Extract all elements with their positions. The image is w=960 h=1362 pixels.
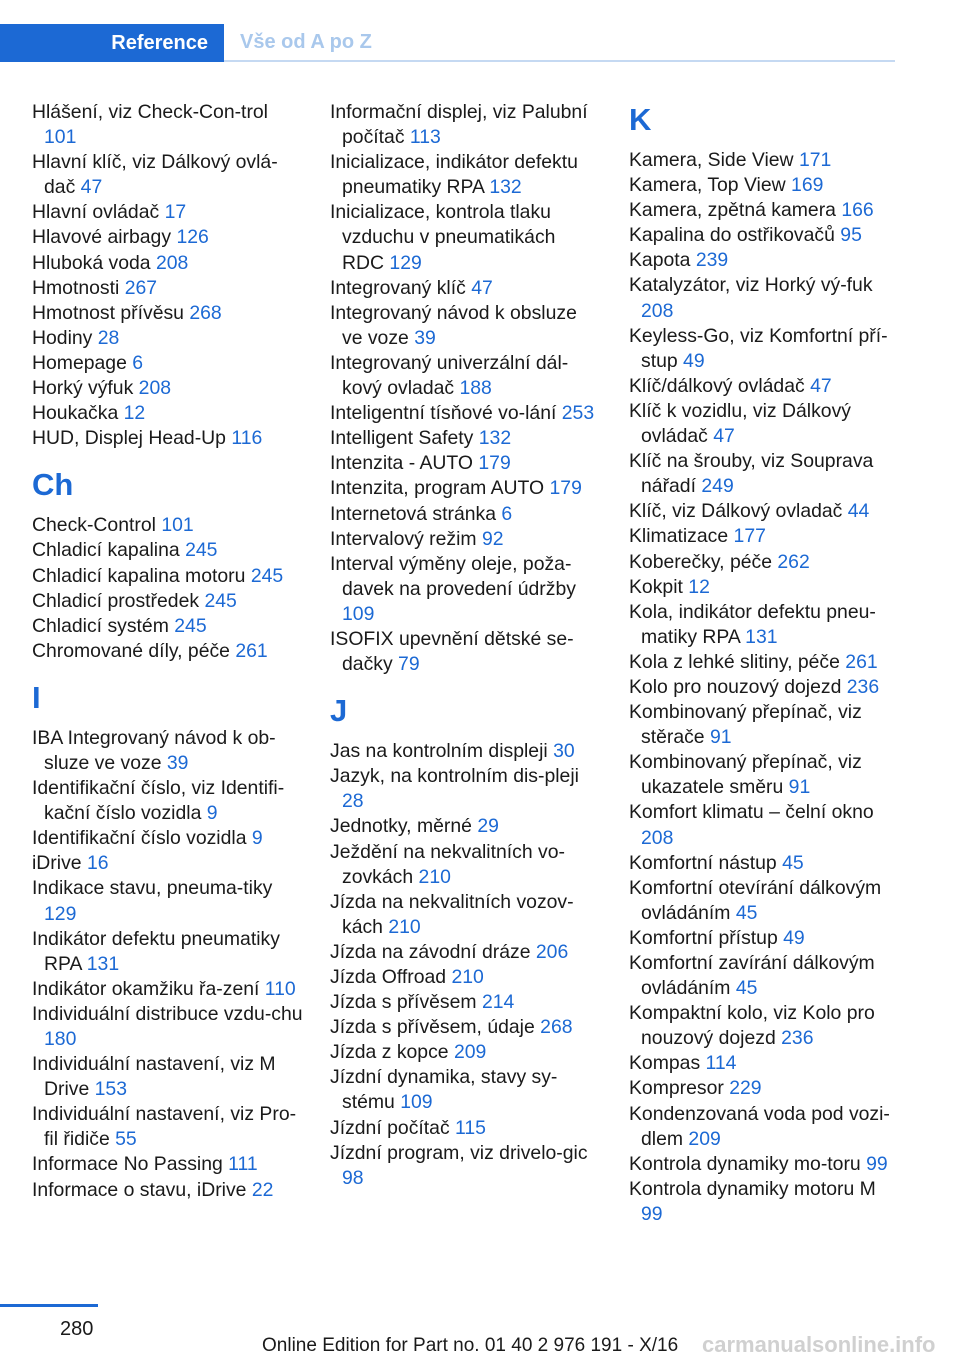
index-entry-term: Intenzita, program AUTO <box>330 477 545 500</box>
index-entry <box>629 499 897 524</box>
page-reference-link[interactable]: 113 <box>409 126 441 149</box>
footer-accent-bar <box>0 1304 98 1307</box>
index-entry <box>32 100 304 150</box>
page-reference-link[interactable]: 208 <box>155 251 189 274</box>
index-entry <box>330 1065 602 1115</box>
index-entry-term: ISOFIX upevnění dětské se-dačky <box>330 627 574 676</box>
index-entry-term: Homepage <box>32 351 127 374</box>
index-entry <box>629 148 897 173</box>
index-entry <box>629 1001 897 1051</box>
index-entry-term: Kokpit <box>629 575 683 598</box>
page-reference-link[interactable]: 45 <box>735 977 758 1000</box>
page-reference-link[interactable]: 262 <box>777 550 810 573</box>
page-reference-link[interactable]: 116 <box>231 427 263 450</box>
page-reference-link[interactable]: 49 <box>683 349 705 372</box>
index-entry <box>32 351 304 376</box>
page-reference-link[interactable]: 114 <box>705 1052 737 1075</box>
page-reference-link[interactable]: 95 <box>840 224 862 247</box>
index-entry-term: Chladicí prostředek <box>32 589 200 612</box>
index-entry-term: Kontrola dynamiky motoru M <box>629 1177 876 1200</box>
index-entry <box>330 890 602 940</box>
index-entry <box>330 739 602 764</box>
index-entry <box>330 476 602 501</box>
index-entry-term: Hmotnost přívěsu <box>32 301 184 324</box>
index-entry-term: HUD, Displej Head-Up <box>32 427 226 450</box>
index-entry-term: Inicializace, kontrola tlaku vzduchu v pneumatikách RDC <box>330 201 556 274</box>
index-entry <box>330 527 602 552</box>
index-entry <box>629 273 897 323</box>
index-entry-term: Jízdní program, viz drivelo-gic <box>330 1141 588 1164</box>
page-reference-link[interactable]: 101 <box>44 126 77 149</box>
page-reference-link[interactable]: 12 <box>688 575 710 598</box>
index-entry-term: Jízda na závodní dráze <box>330 940 531 963</box>
page-reference-link[interactable]: 79 <box>398 653 420 676</box>
index-entry <box>629 198 897 223</box>
index-entry-term: Kompresor <box>629 1077 724 1100</box>
index-entry-term: Ježdění na nekvalitních vo-zovkách <box>330 840 565 888</box>
index-entry-term: Indikace stavu, pneuma-tiky <box>32 877 273 900</box>
index-entry <box>330 451 602 476</box>
index-entry <box>32 276 304 301</box>
index-entry <box>629 1152 897 1177</box>
index-entry <box>330 1116 602 1141</box>
index-entry-term: iDrive <box>32 852 82 875</box>
index-entry <box>330 502 602 527</box>
index-entry-term: Jízda s přívěsem, údaje <box>330 1016 535 1039</box>
index-entry <box>629 374 897 399</box>
index-entry <box>330 764 602 814</box>
page-reference-link[interactable]: 245 <box>204 589 237 612</box>
index-entry-term: Jízda z kopce <box>330 1041 449 1064</box>
page-reference-link[interactable]: 208 <box>641 299 674 322</box>
index-entry-term: Komfortní nástup <box>629 851 777 874</box>
page-reference-link[interactable]: 132 <box>489 176 522 199</box>
index-letter-heading: J <box>330 693 348 729</box>
index-entry-term: Intervalový režim <box>330 527 477 550</box>
index-entry <box>629 675 897 700</box>
page-reference-link[interactable]: 239 <box>695 249 729 272</box>
page-reference-link[interactable]: 169 <box>791 174 824 197</box>
index-entry <box>32 639 304 664</box>
index-letter-heading: Ch <box>32 467 74 503</box>
index-entry <box>32 1052 304 1102</box>
index-entry <box>330 1040 602 1065</box>
page-reference-link[interactable]: 6 <box>501 502 513 525</box>
index-entry <box>330 276 602 301</box>
index-entry-term: Individuální nastavení, viz Pro-fil řidiče <box>32 1103 297 1151</box>
index-entry-term: Kamera, Side View <box>629 149 794 171</box>
index-entry-term: Kamera, zpětná kamera <box>629 199 836 222</box>
index-entry-term: Horký výfuk <box>32 377 134 400</box>
index-entry-term: Kola, indikátor defektu pneu-matiky RPA <box>629 600 876 648</box>
page-reference-link[interactable]: 91 <box>788 776 811 799</box>
index-entry <box>330 965 602 990</box>
tab-underline <box>224 60 895 62</box>
index-entry-term: Houkačka <box>32 402 119 425</box>
index-entry <box>32 1178 304 1203</box>
index-entry-term: Intenzita - AUTO <box>330 452 473 475</box>
page-reference-link[interactable]: 47 <box>471 276 493 299</box>
index-entry <box>629 876 897 926</box>
page-reference-link[interactable]: 109 <box>342 602 375 625</box>
page-reference-link[interactable]: 28 <box>97 326 120 349</box>
page-reference-link[interactable]: 39 <box>414 326 436 349</box>
index-entry <box>32 150 304 200</box>
index-entry <box>32 513 304 538</box>
index-entry <box>330 301 602 351</box>
index-entry <box>629 449 897 499</box>
index-entry-term: Klimatizace <box>629 525 729 548</box>
index-entry <box>330 351 602 401</box>
page-reference-link[interactable]: 166 <box>841 199 874 222</box>
index-entry <box>32 538 304 563</box>
index-entry-term: Indikátor okamžiku řa-zení <box>32 977 260 1000</box>
edition-info: Online Edition for Part no. 01 40 2 976 191 - X/16 <box>262 1335 679 1356</box>
index-column-1 <box>32 100 304 1203</box>
index-entry <box>32 251 304 276</box>
index-entry <box>629 650 897 675</box>
index-entry <box>629 700 897 750</box>
watermark: carmanualsonline.info <box>702 1332 936 1357</box>
index-entry <box>629 800 897 850</box>
page-reference-link[interactable]: 47 <box>810 374 832 397</box>
page-reference-link[interactable]: 22 <box>251 1178 274 1201</box>
index-entry <box>32 876 304 926</box>
page-reference-link[interactable]: 245 <box>185 539 218 562</box>
page-reference-link[interactable]: 45 <box>782 851 804 874</box>
page-reference-link[interactable]: 99 <box>641 1202 663 1225</box>
index-entry-term: Kola z lehké slitiny, péče <box>629 650 840 673</box>
index-entry <box>629 223 897 248</box>
index-entry-term: Interval výměny oleje, poža-davek na provedení údržby <box>330 552 576 600</box>
index-letter-heading: I <box>32 679 41 715</box>
page-reference-link[interactable]: 16 <box>86 852 109 875</box>
index-entry <box>32 977 304 1002</box>
index-entry-term: IBA Integrovaný návod k ob-sluze ve voze <box>32 726 276 774</box>
index-entry <box>32 851 304 876</box>
index-entry <box>629 324 897 374</box>
index-entry <box>629 851 897 876</box>
page-reference-link[interactable]: 245 <box>174 614 207 637</box>
page-reference-link[interactable]: 129 <box>44 902 77 925</box>
page-reference-link[interactable]: 245 <box>250 564 284 587</box>
index-entry <box>32 726 304 776</box>
index-entry <box>32 376 304 401</box>
page-reference-link[interactable]: 131 <box>86 952 120 975</box>
page-reference-link[interactable]: 29 <box>477 815 499 838</box>
index-entry-term: Inicializace, indikátor defektu pneumatiky RPA <box>330 151 578 199</box>
index-entry-term: Kombinovaný přepínač, viz ukazatele směru <box>629 751 862 799</box>
index-entry <box>330 1015 602 1040</box>
page-reference-link[interactable]: 55 <box>115 1128 137 1151</box>
tab-a-to-z[interactable]: Vše od A po Z <box>240 30 372 53</box>
page-reference-link[interactable]: 44 <box>847 500 870 523</box>
index-entry-term: Komfortní zavírání dálkovým ovládáním <box>629 952 875 1000</box>
index-entry <box>32 326 304 351</box>
index-entry <box>330 940 602 965</box>
page-reference-link[interactable]: 268 <box>189 301 222 324</box>
page-reference-link[interactable]: 236 <box>781 1027 814 1050</box>
index-entry-term: Klíč na šrouby, viz Souprava nářadí <box>629 450 874 498</box>
index-letter-heading: K <box>629 102 652 137</box>
index-entry-term: Informace o stavu, iDrive <box>32 1178 247 1201</box>
index-entry <box>32 401 304 426</box>
page-reference-link[interactable]: 229 <box>729 1077 762 1100</box>
page-reference-link[interactable]: 208 <box>138 377 172 400</box>
index-entry-term: Hodiny <box>32 326 93 349</box>
index-entry <box>32 1102 304 1152</box>
index-entry <box>32 589 304 614</box>
index-entry-term: Individuální nastavení, viz M Drive <box>32 1053 276 1101</box>
index-entry <box>330 814 602 839</box>
index-entry-term: Informační displej, viz Palubní počítač <box>330 101 588 149</box>
index-entry-term: Individuální distribuce vzdu-chu <box>32 1002 303 1025</box>
page-reference-link[interactable]: 131 <box>745 625 778 648</box>
index-entry-term: Informace No Passing <box>32 1153 223 1176</box>
page-reference-link[interactable]: 132 <box>478 427 512 450</box>
index-entry-term: Kondenzovaná voda pod vozi-dlem <box>629 1102 890 1150</box>
index-entry-term: Chladicí systém <box>32 614 169 637</box>
page-reference-link[interactable]: 110 <box>264 977 296 1000</box>
index-entry-term: Integrovaný návod k obsluze ve voze <box>330 301 577 349</box>
index-entry-term: Jazyk, na kontrolním dis-pleji <box>330 765 579 788</box>
page-reference-link[interactable]: 17 <box>164 201 187 224</box>
index-entry <box>32 301 304 326</box>
index-entry <box>629 1177 897 1227</box>
page-reference-link[interactable]: 171 <box>798 149 832 171</box>
index-entry <box>330 840 602 890</box>
index-column-2 <box>330 100 602 1191</box>
page-reference-link[interactable]: 179 <box>549 477 582 500</box>
index-entry-term: Chromované díly, péče <box>32 639 230 662</box>
index-entry-term: Chladicí kapalina <box>32 539 180 562</box>
index-entry-term: Jízdní počítač <box>330 1116 450 1139</box>
index-entry <box>629 951 897 1001</box>
index-entry <box>629 173 897 198</box>
page-reference-link[interactable]: 28 <box>342 790 364 813</box>
page-reference-link[interactable]: 6 <box>132 351 144 374</box>
index-entry-term: Identifikační číslo, viz Identifi-kační číslo vozidla <box>32 777 285 825</box>
index-entry-term: Hluboká voda <box>32 251 151 274</box>
page-reference-link[interactable]: 267 <box>124 276 158 299</box>
index-entry <box>629 524 897 549</box>
index-entry <box>330 150 602 200</box>
page-reference-link[interactable]: 30 <box>553 740 575 763</box>
index-entry-term: Kamera, Top View <box>629 174 786 197</box>
index-entry <box>629 1076 897 1101</box>
index-entry-term: Jízdní dynamika, stavy sy-stému <box>330 1066 558 1114</box>
index-entry-term: Kolo pro nouzový dojezd <box>629 675 842 698</box>
index-entry-term: Jednotky, měrné <box>330 815 472 838</box>
index-entry-term: Klíč, viz Dálkový ovladač <box>629 500 843 523</box>
index-entry <box>629 1102 897 1152</box>
index-entry-term: Chladicí kapalina motoru <box>32 564 246 587</box>
page-number: 280 <box>60 1318 94 1340</box>
index-entry <box>330 627 602 677</box>
index-column-3 <box>629 100 897 1227</box>
page-reference-link[interactable]: 49 <box>783 926 805 949</box>
index-entry-term: Keyless-Go, viz Komfortní pří-stup <box>629 324 888 372</box>
index-entry-term: Inteligentní tísňové vo-lání <box>330 402 557 425</box>
index-entry <box>32 826 304 851</box>
index-entry-term: Katalyzátor, viz Horký vý-fuk <box>629 274 873 297</box>
index-entry <box>629 926 897 951</box>
page-reference-link[interactable]: 261 <box>845 650 878 673</box>
index-entry <box>629 1051 897 1076</box>
page-reference-link[interactable]: 268 <box>540 1016 573 1039</box>
page-reference-link[interactable]: 47 <box>80 176 103 199</box>
page-reference-link[interactable]: 236 <box>846 675 880 698</box>
index-entry-term: Koberečky, péče <box>629 550 772 573</box>
index-entry-term: Hlavní klíč, viz Dálkový ovlá-dač <box>32 151 278 199</box>
page-reference-link[interactable]: 214 <box>481 991 515 1014</box>
index-entry <box>330 426 602 451</box>
page-reference-link[interactable]: 179 <box>478 452 511 475</box>
index-entry <box>629 550 897 575</box>
page-reference-link[interactable]: 9 <box>206 802 218 825</box>
index-entry <box>32 200 304 225</box>
index-entry-term: Identifikační číslo vozidla <box>32 827 247 850</box>
index-entry-term: Kontrola dynamiky mo-toru <box>629 1152 861 1175</box>
page-reference-link[interactable]: 261 <box>235 639 268 662</box>
index-entry <box>330 200 602 275</box>
page-reference-link[interactable]: 109 <box>400 1091 433 1114</box>
index-entry <box>32 1152 304 1177</box>
page-reference-link[interactable]: 126 <box>176 226 209 249</box>
index-entry-term: Internetová stránka <box>330 502 496 525</box>
index-entry-term: Hlášení, viz Check-Con-trol <box>32 101 268 123</box>
page-reference-link[interactable]: 9 <box>251 827 263 850</box>
index-entry <box>330 990 602 1015</box>
page-reference-link[interactable]: 253 <box>561 402 595 425</box>
index-entry <box>330 552 602 627</box>
index-entry <box>330 100 602 150</box>
index-entry <box>32 927 304 977</box>
page-reference-link[interactable]: 208 <box>641 826 674 849</box>
index-entry-term: Klíč k vozidlu, viz Dálkový ovládač <box>629 399 851 448</box>
index-entry-term: Indikátor defektu pneumatiky RPA <box>32 927 280 975</box>
index-entry-term: Jízda na nekvalitních vozov-kách <box>330 890 574 938</box>
page-reference-link[interactable]: 188 <box>459 377 492 400</box>
page-reference-link[interactable]: 101 <box>161 514 194 537</box>
index-entry <box>32 776 304 826</box>
index-entry-term: Hlavní ovládač <box>32 201 160 224</box>
page-reference-link[interactable]: 45 <box>735 901 758 924</box>
page-reference-link[interactable]: 153 <box>94 1078 127 1101</box>
page-reference-link[interactable]: 209 <box>453 1041 487 1064</box>
index-entry-term: Jízda s přívěsem <box>330 991 477 1014</box>
index-entry-term: Integrovaný klíč <box>330 276 466 299</box>
tab-reference[interactable]: Reference <box>0 24 224 62</box>
index-entry <box>32 614 304 639</box>
index-entry-term: Intelligent Safety <box>330 427 474 450</box>
index-entry <box>32 1002 304 1052</box>
index-entry-term: Hlavové airbagy <box>32 226 172 249</box>
index-entry-term: Komfort klimatu – čelní okno <box>629 801 874 824</box>
index-entry-term: Komfortní přístup <box>629 926 778 949</box>
index-entry-term: Kompaktní kolo, viz Kolo pro nouzový dojezd <box>629 1002 875 1050</box>
page-reference-link[interactable]: 39 <box>166 751 189 774</box>
index-entry-term: Jas na kontrolním displeji <box>330 740 548 763</box>
page-reference-link[interactable]: 129 <box>389 251 422 274</box>
index-entry-term: Klíč/dálkový ovládač <box>629 374 805 397</box>
index-entry-term: Kapalina do ostřikovačů <box>629 224 835 247</box>
index-entry-term: Komfortní otevírání dálkovým ovládáním <box>629 876 882 924</box>
page-reference-link[interactable]: 209 <box>688 1127 721 1150</box>
index-entry <box>629 600 897 650</box>
page-reference-link[interactable]: 210 <box>418 865 451 888</box>
page-reference-link[interactable]: 210 <box>388 915 421 938</box>
index-entry <box>32 564 304 589</box>
index-entry-term: Kompas <box>629 1052 701 1075</box>
index-entry-term: Jízda Offroad <box>330 966 447 988</box>
index-entry <box>32 426 304 451</box>
page-reference-link[interactable]: 92 <box>481 527 504 550</box>
page-reference-link[interactable]: 98 <box>342 1166 364 1189</box>
page-reference-link[interactable]: 99 <box>866 1152 888 1175</box>
index-entry <box>32 225 304 250</box>
page-reference-link[interactable]: 177 <box>733 525 766 548</box>
page-reference-link[interactable]: 206 <box>535 940 569 963</box>
index-entry-term: Integrovaný univerzální dál-kový ovladač <box>330 351 569 400</box>
page-reference-link[interactable]: 111 <box>228 1153 258 1176</box>
section-tabs <box>0 24 895 62</box>
page-reference-link[interactable]: 210 <box>451 966 484 988</box>
index-entry-term: Check-Control <box>32 514 156 537</box>
index-entry-term: Kapota <box>629 249 691 272</box>
index-entry <box>629 399 897 449</box>
index-entry <box>629 575 897 600</box>
page-reference-link[interactable]: 12 <box>123 402 146 425</box>
page-reference-link[interactable]: 91 <box>709 726 732 749</box>
index-entry-term: Kombinovaný přepínač, viz stěrače <box>629 701 862 749</box>
page-reference-link[interactable]: 115 <box>455 1116 486 1139</box>
index-entry <box>629 750 897 800</box>
index-entry <box>330 401 602 426</box>
page-reference-link[interactable]: 47 <box>713 425 735 448</box>
page-reference-link[interactable]: 249 <box>701 475 734 498</box>
page-reference-link[interactable]: 180 <box>44 1028 77 1050</box>
index-entry <box>629 248 897 273</box>
index-entry-term: Hmotnosti <box>32 276 120 299</box>
index-entry <box>330 1141 602 1191</box>
